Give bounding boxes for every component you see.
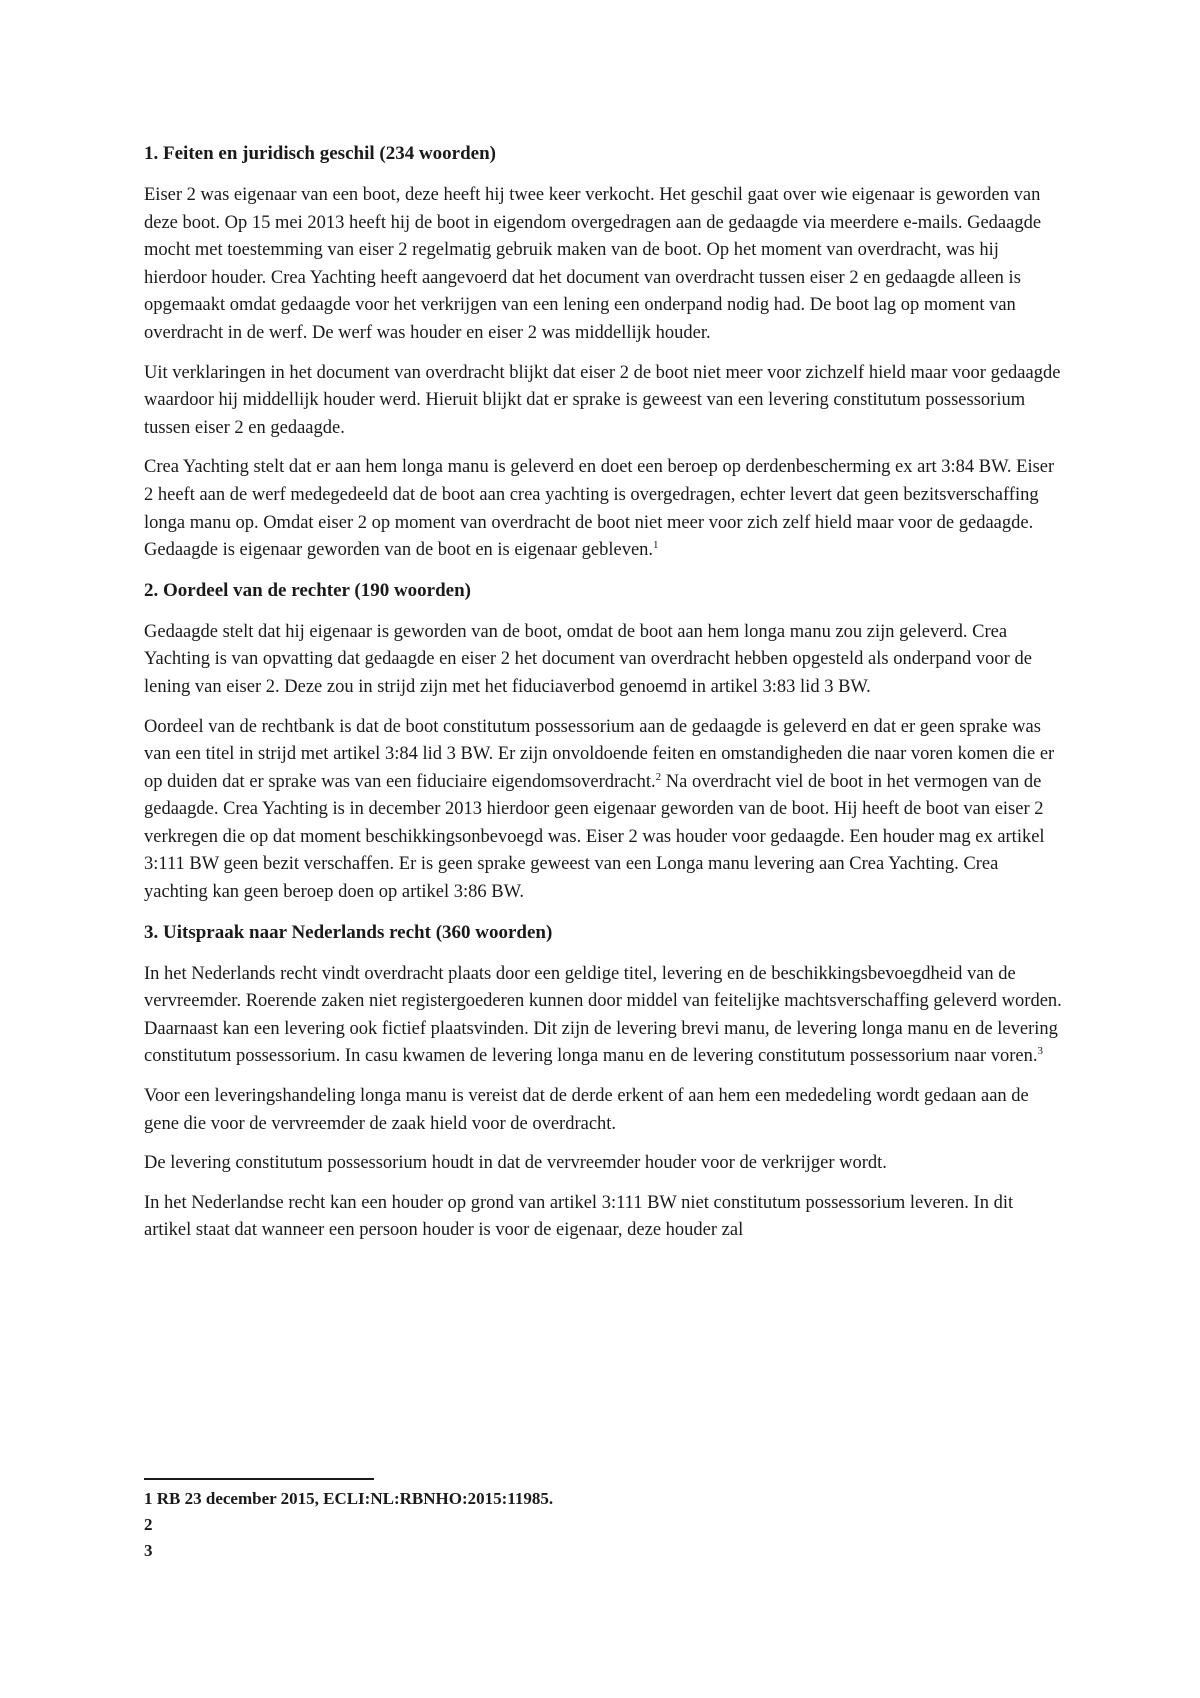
footnote-ref-1[interactable]: 1 [653,539,659,552]
paragraph-text: De levering constitutum possessorium houdt in dat de vervreemder houder voor de verkrijger wordt. [144,1153,887,1174]
document-body [144,140,1064,1257]
section-1-paragraph [144,454,1064,564]
section-3-paragraph [144,961,1064,1071]
footnote-ref-3[interactable]: 3 [1037,1045,1043,1058]
section-1-paragraph [144,360,1064,443]
section-2-paragraph [144,714,1064,907]
section-1-paragraph [144,182,1064,348]
paragraph-text: Crea Yachting stelt dat er aan hem longa manu is geleverd en doet een beroep op derdenbescherming ex art 3:84 BW. Eiser 2 heeft aan de werf medegedeeld dat de boot aan crea yachting is overgedragen, echter levert dat geen bezitsverschaffing longa manu op. Omdat eiser 2 op moment van overdracht de boot niet meer voor zich zelf hield maar voor de gedaagde. Gedaagde is eigenaar geworden van de boot en is eigenaar gebleven. [144,457,1055,561]
paragraph-text: In het Nederlands recht vindt overdracht plaats door een geldige titel, levering en de beschikkingsbevoegdheid van de vervreemder. Roerende zaken niet registergoederen kunnen door middel van feitelijke machtsverschaffing geleverd worden. Daarnaast kan een levering ook fictief plaatsvinden. Dit zijn de levering brevi manu, de levering longa manu en de levering constitutum possessorium. In casu kwamen de levering longa manu en de levering constitutum possessorium naar voren. [144,963,1062,1067]
footnotes [144,1478,1064,1564]
paragraph-text: Voor een leveringshandeling longa manu is vereist dat de derde erkent of aan hem een mededeling wordt gedaan aan de gene die voor de vervreemder de zaak hield voor de overdracht. [144,1086,1029,1134]
section-2-paragraph [144,619,1064,702]
section-3-paragraph [144,1190,1064,1245]
footnote-3: 3 [144,1541,153,1560]
section-3-heading: 3. Uitspraak naar Nederlands recht (360 woorden) [144,921,553,943]
paragraph-text: Oordeel van de rechtbank is dat de boot constitutum possessorium aan de gedaagde is geleverd en dat er geen sprake was van een titel in strijd met artikel 3:84 lid 3 BW. Er zijn onvoldoende feiten en omstandigheden die naar voren komen die er op duiden dat er sprake was van een fiduciaire eigendomsoverdracht. [144,716,1055,792]
section-3-paragraph [144,1150,1064,1178]
paragraph-text: In het Nederlandse recht kan een houder op grond van artikel 3:111 BW niet constitutum possessorium leveren. In dit artikel staat dat wanneer een persoon houder is voor de eigenaar, deze houder zal [144,1192,1014,1241]
paragraph-text: Eiser 2 was eigenaar van een boot, deze heeft hij twee keer verkocht. Het geschil gaat over wie eigenaar is geworden van deze boot. Op 15 mei 2013 heeft hij de boot in eigendom overgedragen aan de gedaagde via meerdere e-mails. Gedaagde mocht met toestemming van eiser 2 regelmatig gebruik maken van de boot. Op het moment van overdracht, was hij hierdoor houder. Crea Yachting heeft aangevoerd dat het document van overdracht tussen eiser 2 en gedaagde alleen is opgemaakt omdat gedaagde voor het verkrijgen van een lening een onderpand nodig had. De boot lag op moment van overdracht in de werf. De werf was houder en eiser 2 was middellijk houder. [144,185,1042,343]
section-2-heading: 2. Oordeel van de rechter (190 woorden) [144,579,471,601]
paragraph-text: Gedaagde stelt dat hij eigenaar is geworden van de boot, omdat de boot aan hem longa manu zou zijn geleverd. Crea Yachting is van opvatting dat gedaagde en eiser 2 het document van overdracht hebben opgesteld als onderpand voor de lening van eiser 2. Deze zou in strijd zijn met het fiduciaverbod genoemd in artikel 3:83 lid 3 BW. [144,621,1032,697]
paragraph-text: Uit verklaringen in het document van overdracht blijkt dat eiser 2 de boot niet meer voor zichzelf hield maar voor gedaagde waardoor hij middellijk houder werd. Hieruit blijkt dat er sprake is geweest van een levering constitutum possessorium tussen eiser 2 en gedaagde. [144,362,1061,438]
section-3-paragraph [144,1083,1064,1138]
footnote-separator [144,1478,374,1480]
footnote-ref-2[interactable]: 2 [655,770,662,783]
footnote-2: 2 [144,1515,153,1534]
section-1-heading: 1. Feiten en juridisch geschil (234 woorden) [144,143,497,164]
paragraph-text-continued: Na overdracht viel de boot in het vermogen van de gedaagde. Crea Yachting is in december 2013 hierdoor geen eigenaar geworden van de boot. Hij heeft de boot van eiser 2 verkregen die op dat moment beschikkingsonbevoegd was. Eiser 2 was houder voor gedaagde. Een houder mag ex artikel 3:111 BW geen bezit verschaffen. Er is geen sprake geweest van een Longa manu levering aan Crea Yachting. Crea yachting kan geen beroep doen op artikel 3:86 BW. [144,771,1045,903]
footnote-1: 1 RB 23 december 2015, ECLI:NL:RBNHO:2015:11985. [144,1489,554,1508]
